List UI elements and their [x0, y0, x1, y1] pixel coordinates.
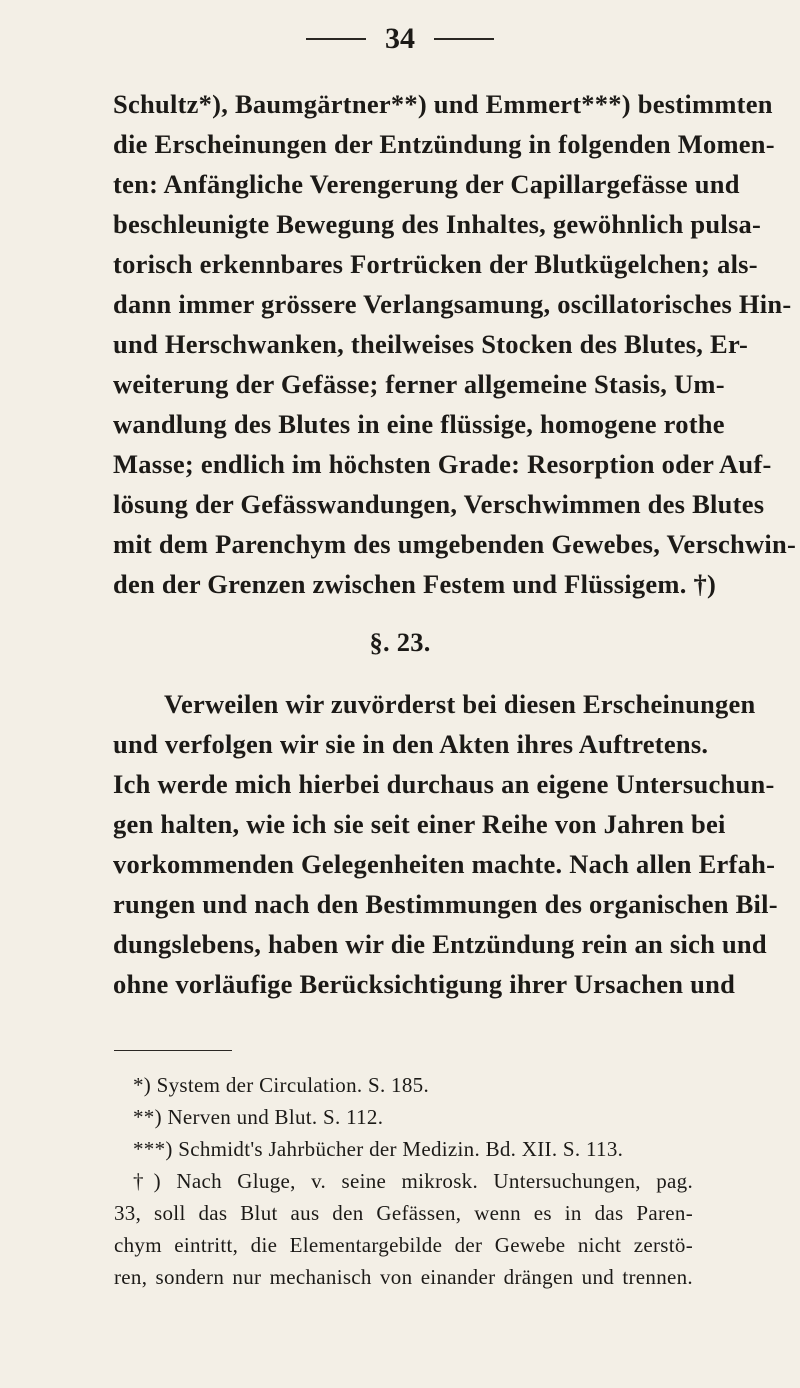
footnote-continuation: 33, soll das Blut aus den Gefässen, wenn es in das Paren-	[114, 1201, 693, 1225]
text-line: ohne vorläufige Berücksichtigung ihrer Ursachen und	[113, 969, 736, 999]
header-rule-left	[306, 38, 366, 40]
text-line: weiterung der Gefässe; ferner allgemeine Stasis, Um-	[113, 369, 725, 399]
text-line: beschleunigte Bewegung des Inhaltes, gewöhnlich pulsa-	[113, 209, 762, 239]
text-line: und Herschwanken, theilweises Stocken des Blutes, Er-	[113, 329, 749, 359]
text-line: die Erscheinungen der Entzündung in folgenden Momen-	[113, 129, 775, 159]
text-line: gen halten, wie ich sie seit einer Reihe von Jahren bei	[113, 809, 726, 839]
footnote-continuation: ren, sondern nur mechanisch von einander drängen und trennen.	[114, 1265, 693, 1289]
text-line: torisch erkennbares Fortrücken der Blutkügelchen; als-	[113, 249, 758, 279]
section-heading: §. 23.	[369, 627, 431, 657]
text-line: ten: Anfängliche Verengerung der Capillargefässe und	[113, 169, 740, 199]
text-line: Ich werde mich hierbei durchaus an eigene Untersuchun-	[113, 769, 775, 799]
text-line: dungslebens, haben wir die Entzündung rein an sich und	[113, 929, 767, 959]
text-line: lösung der Gefässwandungen, Verschwimmen des Blutes	[113, 489, 765, 519]
text-line: dann immer grössere Verlangsamung, oscillatorisches Hin-	[113, 289, 792, 319]
text-line: den der Grenzen zwischen Festem und Flüssigem. †)	[113, 569, 717, 599]
text-line: Masse; endlich im höchsten Grade: Resorption oder Auf-	[113, 449, 772, 479]
footnote-divider	[114, 1050, 232, 1051]
footnote: *) System der Circulation. S. 185.	[133, 1073, 430, 1097]
text-line: rungen und nach den Bestimmungen des organischen Bil-	[113, 889, 778, 919]
footnote: †) Nach Gluge, v. seine mikrosk. Untersuchungen, pag.	[133, 1169, 693, 1193]
text-line: wandlung des Blutes in eine flüssige, homogene rothe	[113, 409, 725, 439]
text-line: und verfolgen wir sie in den Akten ihres Auftretens.	[113, 729, 709, 759]
text-line: vorkommenden Gelegenheiten machte. Nach allen Erfah-	[113, 849, 776, 879]
page-number: 34	[385, 22, 415, 55]
text-line: Verweilen wir zuvörderst bei diesen Erscheinungen	[164, 689, 756, 719]
text-line: mit dem Parenchym des umgebenden Gewebes, Verschwin-	[113, 529, 797, 559]
text-line: Schultz*), Baumgärtner**) und Emmert***) bestimmten	[113, 89, 773, 119]
footnote: ***) Schmidt's Jahrbücher der Medizin. Bd. XII. S. 113.	[133, 1137, 624, 1161]
footnote-continuation: chym eintritt, die Elementargebilde der Gewebe nicht zerstö-	[114, 1233, 693, 1257]
page-header	[0, 22, 800, 56]
header-rule-right	[434, 38, 494, 40]
footnote: **) Nerven und Blut. S. 112.	[133, 1105, 384, 1129]
